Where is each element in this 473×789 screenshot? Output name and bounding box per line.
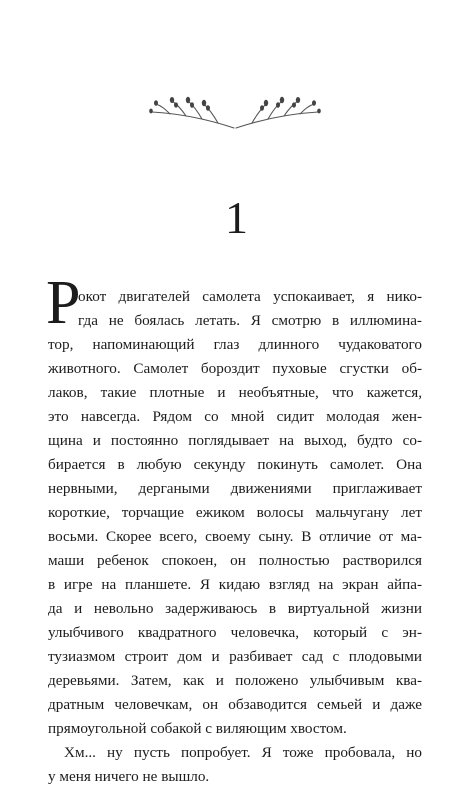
text-line: тор, напоминающий глаз длинного чудаковатого bbox=[48, 336, 422, 353]
text-line: прямоугольной собакой с виляющим хвостом. bbox=[48, 720, 347, 737]
text-line: маши ребенок спокоен, он полностью растворился bbox=[48, 552, 422, 569]
text-line: деревьями. Затем, как и положено улыбчивым ква- bbox=[48, 672, 422, 689]
text-line: это навсегда. Рядом со мной сидит молодая жен- bbox=[48, 408, 422, 425]
first-line-text: окот двигателей самолета успокаивает, я нико- bbox=[78, 288, 422, 305]
text-line: щина и постоянно поглядывает на выход, будто со- bbox=[48, 432, 422, 449]
text-line: короткие, торчащие ежиком волосы мальчугану лет bbox=[48, 504, 422, 521]
text-line: нервными, дергаными движениями приглаживает bbox=[48, 480, 422, 497]
text-line: восьми. Скорее всего, своему сыну. В отличие от ма- bbox=[48, 528, 422, 545]
text-line: гда не боялась летать. Я смотрю в иллюмина- bbox=[78, 312, 422, 329]
text-line: лаков, такие плотные и необъятные, что кажется, bbox=[48, 384, 422, 401]
text-line: животного. Самолет бороздит пуховые сгустки об- bbox=[48, 360, 422, 377]
text-line: тузиазмом строит дом и разбивает сад с плодовыми bbox=[48, 648, 422, 665]
lavender-sprig-ornament-icon bbox=[146, 92, 324, 132]
text-line: в игре на планшете. Я кидаю взгляд на экран айпа- bbox=[48, 576, 422, 593]
chapter-number: 1 bbox=[225, 192, 248, 243]
text-line: дратным человечкам, он обзаводится семьей и даже bbox=[48, 696, 422, 713]
text-line: Хм... ну пусть попробует. Я тоже пробовала, но bbox=[64, 744, 422, 761]
chapter-body-text bbox=[46, 269, 422, 789]
drop-cap: Р bbox=[46, 269, 81, 337]
text-line: бирается в любую секунду покинуть самолет. Она bbox=[48, 456, 422, 473]
text-line: улыбчивого квадратного человечка, который с эн- bbox=[48, 624, 422, 641]
text-line: да и невольно задерживаюсь в виртуальной жизни bbox=[48, 600, 422, 617]
text-line: у меня ничего не вышло. bbox=[48, 768, 210, 785]
